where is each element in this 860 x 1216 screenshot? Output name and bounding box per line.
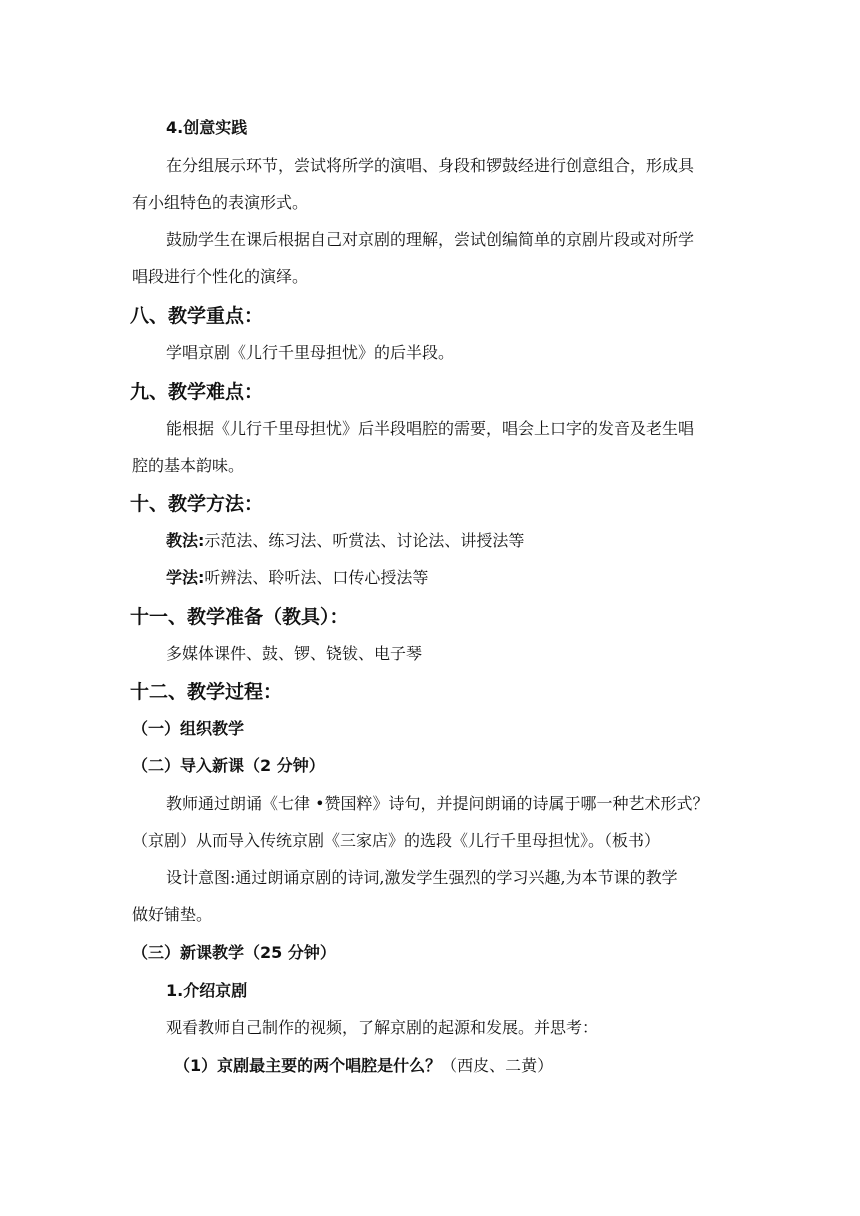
section-heading-difficulties: 九、教学难点： xyxy=(130,381,264,403)
paragraph-line: 在分组展示环节，尝试将所学的演唱、身段和锣鼓经进行创意组合，形成具 xyxy=(166,156,695,175)
subsection-heading: （三）新课教学（25 分钟） xyxy=(132,943,336,962)
question-answer: （西皮、二黄） xyxy=(441,1056,554,1075)
paragraph-line: 学唱京剧《儿行千里母担忧》的后半段。 xyxy=(166,343,455,362)
teaching-method-label: 教法: xyxy=(166,531,205,550)
question-line xyxy=(174,1056,553,1076)
paragraph-line: 鼓励学生在课后根据自己对京剧的理解，尝试创编简单的京剧片段或对所学 xyxy=(166,230,695,249)
subsection-heading: （一）组织教学 xyxy=(132,719,245,738)
paragraph-line: 唱段进行个性化的演绎。 xyxy=(132,267,309,286)
paragraph-line: 腔的基本韵味。 xyxy=(132,456,245,475)
teaching-method-line xyxy=(166,531,524,551)
paragraph-line: 设计意图:通过朗诵京剧的诗词,激发学生强烈的学习兴趣,为本节课的教学 xyxy=(166,868,678,887)
item-creative-practice-title: 4.创意实践 xyxy=(166,118,248,137)
paragraph-line: 观看教师自己制作的视频，了解京剧的起源和发展。并思考： xyxy=(166,1018,599,1037)
subsection-heading: （二）导入新课（2 分钟） xyxy=(132,756,325,775)
section-heading-process: 十二、教学过程： xyxy=(130,681,283,703)
paragraph-line: （京剧）从而导入传统京剧《三家店》的选段《儿行千里母担忧》。（板书） xyxy=(132,831,661,850)
paragraph-line: 做好铺垫。 xyxy=(132,905,213,924)
paragraph-line: 教师通过朗诵《七律 •赞国粹》诗句，并提问朗诵的诗属于哪一种艺术形式？ xyxy=(166,794,709,813)
section-heading-preparation: 十一、教学准备（教具）： xyxy=(130,606,349,628)
item-title: 1.介绍京剧 xyxy=(166,981,248,1000)
learning-method-label: 学法: xyxy=(166,568,205,587)
section-heading-methods: 十、教学方法： xyxy=(130,493,264,515)
learning-method-text: 听辨法、聆听法、口传心授法等 xyxy=(204,568,429,587)
teaching-method-text: 示范法、练习法、听赏法、讨论法、讲授法等 xyxy=(204,531,525,550)
learning-method-line xyxy=(166,568,428,588)
section-heading-key-points: 八、教学重点： xyxy=(130,305,264,327)
paragraph-line: 多媒体课件、鼓、锣、铙钹、电子琴 xyxy=(166,644,423,663)
paragraph-line: 能根据《儿行千里母担忧》后半段唱腔的需要，唱会上口字的发音及老生唱 xyxy=(166,419,695,438)
question-text: （1）京剧最主要的两个唱腔是什么？ xyxy=(174,1056,442,1075)
paragraph-line: 有小组特色的表演形式。 xyxy=(132,193,309,212)
